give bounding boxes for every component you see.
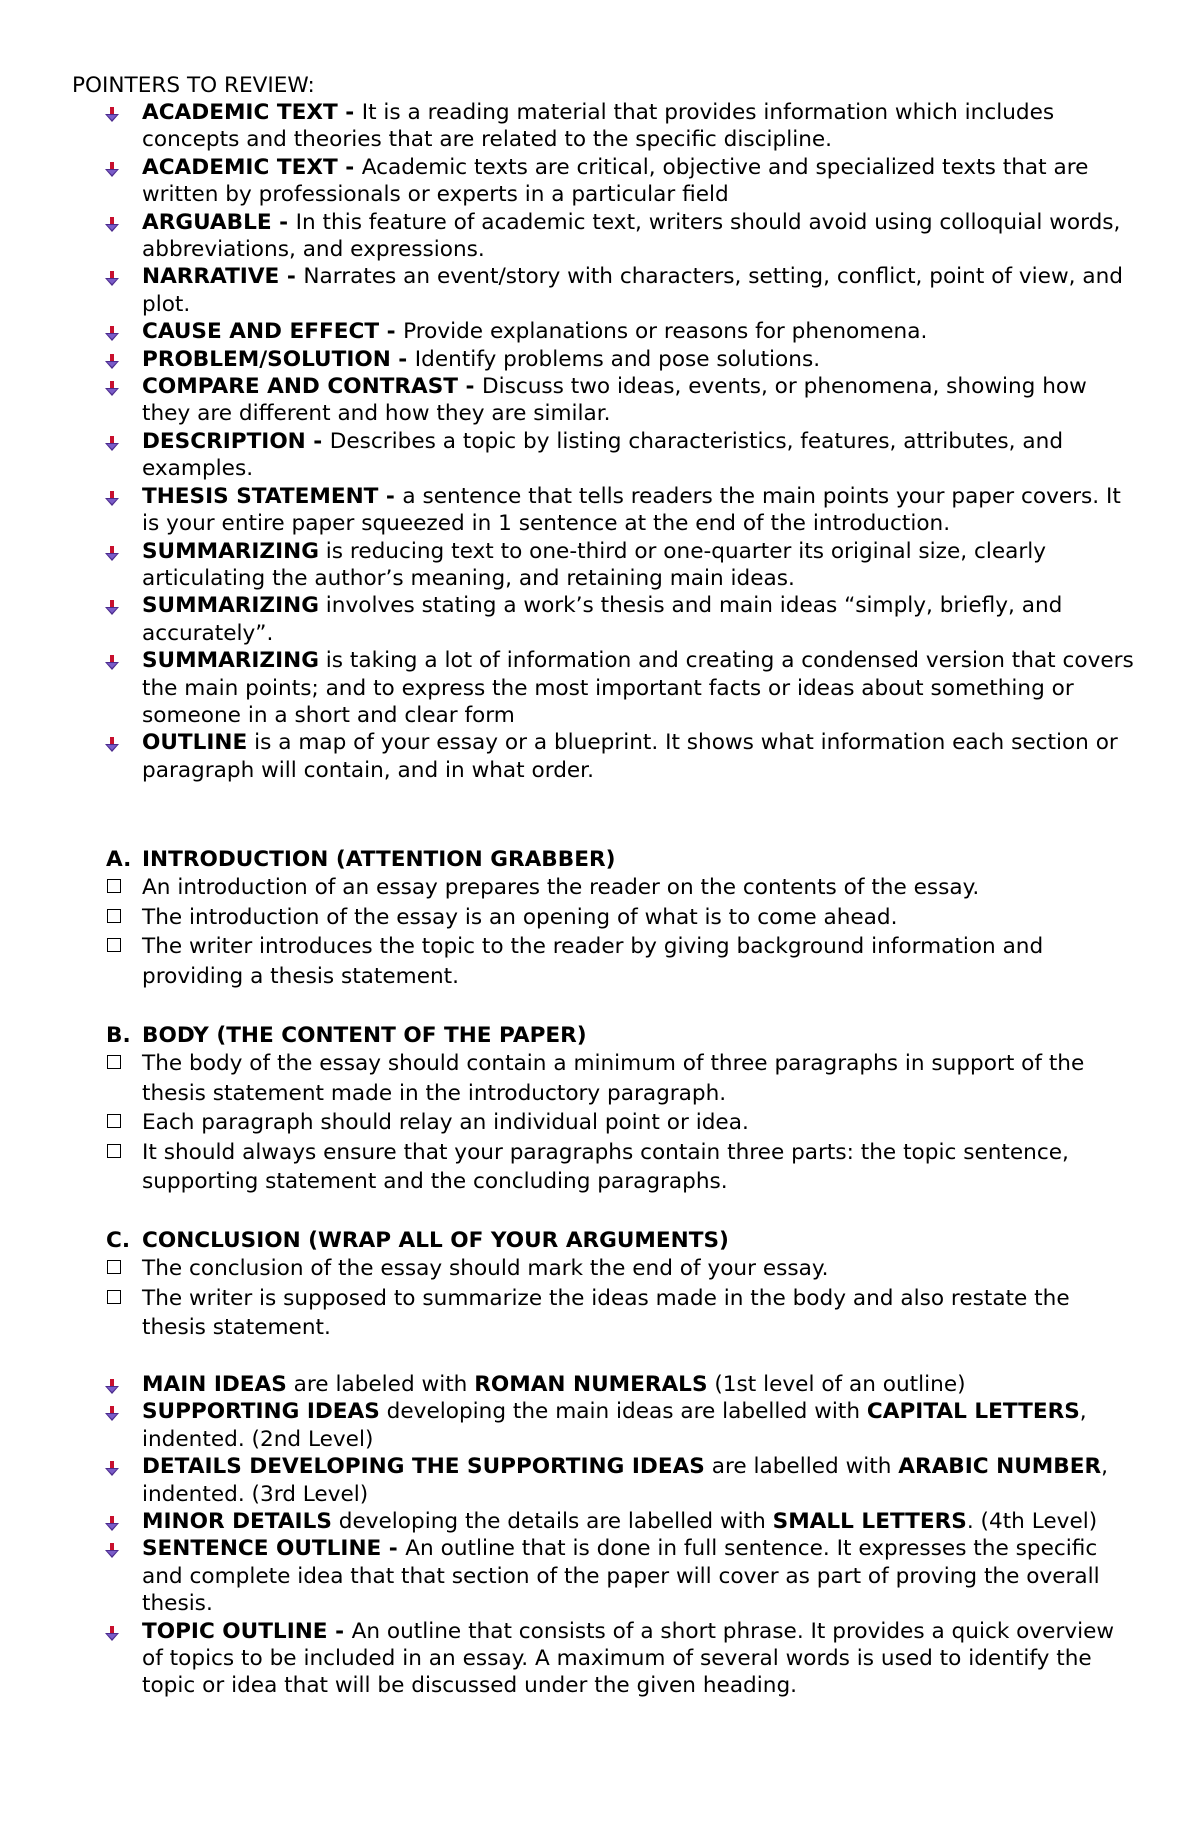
arrow-bullet-icon: [104, 217, 120, 233]
list-item: SENTENCE OUTLINE - An outline that is done in full sentence. It expresses the specific and complete idea that that section of the paper will cover as part of proving the overall thesis.: [0, 1535, 1200, 1617]
arrow-bullet-icon: [104, 326, 120, 342]
arrow-bullet-icon: [104, 655, 120, 671]
list-item: PROBLEM/SOLUTION - Identify problems and pose solutions.: [0, 346, 1200, 373]
arrow-bullet-icon: [104, 107, 120, 123]
section-heading-body: B. BODY (THE CONTENT OF THE PAPER): [106, 1023, 587, 1048]
arrow-bullet-icon: [104, 1461, 120, 1477]
arrow-bullet-icon: [104, 436, 120, 452]
list-item: ACADEMIC TEXT - Academic texts are critical, objective and specialized texts that are written by professionals or experts in a particular field: [0, 154, 1200, 209]
introduction-list: [0, 873, 1200, 991]
list-item: SUMMARIZING involves stating a work’s thesis and main ideas “simply, briefly, and accurately”.: [0, 592, 1200, 647]
checkbox-bullet-icon: [107, 909, 121, 923]
page-title: POINTERS TO REVIEW:: [72, 73, 315, 98]
arrow-bullet-icon: [104, 1379, 120, 1395]
checkbox-bullet-icon: [107, 879, 121, 893]
list-item: TOPIC OUTLINE - An outline that consists of a short phrase. It provides a quick overview of topics to be included in an essay. A maximum of several words is used to identify the topic or idea that will be discussed under the given heading.: [0, 1618, 1200, 1700]
list-item: An introduction of an essay prepares the reader on the contents of the essay.: [0, 873, 1200, 903]
list-item: MAIN IDEAS are labeled with ROMAN NUMERALS (1st level of an outline): [0, 1371, 1200, 1398]
checkbox-bullet-icon: [107, 1290, 121, 1304]
arrow-bullet-icon: [104, 491, 120, 507]
list-item: SUMMARIZING is reducing text to one-third or one-quarter its original size, clearly articulating the author’s meaning, and retaining main ideas.: [0, 538, 1200, 593]
arrow-bullet-icon: [104, 546, 120, 562]
list-item: The body of the essay should contain a minimum of three paragraphs in support of the thesis statement made in the introductory paragraph.: [0, 1049, 1200, 1108]
list-item: NARRATIVE - Narrates an event/story with characters, setting, conflict, point of view, and plot.: [0, 263, 1200, 318]
list-item: DESCRIPTION - Describes a topic by listing characteristics, features, attributes, and examples.: [0, 428, 1200, 483]
list-item: The conclusion of the essay should mark the end of your essay.: [0, 1254, 1200, 1284]
outline-list: [0, 1371, 1200, 1700]
checkbox-bullet-icon: [107, 1055, 121, 1069]
arrow-bullet-icon: [104, 271, 120, 287]
list-item: THESIS STATEMENT - a sentence that tells readers the main points your paper covers. It is your entire paper squeezed in 1 sentence at the end of the introduction.: [0, 483, 1200, 538]
arrow-bullet-icon: [104, 737, 120, 753]
list-item: The writer introduces the topic to the reader by giving background information and providing a thesis statement.: [0, 932, 1200, 991]
list-item: MINOR DETAILS developing the details are labelled with SMALL LETTERS. (4th Level): [0, 1508, 1200, 1535]
checkbox-bullet-icon: [107, 1260, 121, 1274]
checkbox-bullet-icon: [107, 938, 121, 952]
list-item: The introduction of the essay is an opening of what is to come ahead.: [0, 903, 1200, 933]
list-item: SUPPORTING IDEAS developing the main ideas are labelled with CAPITAL LETTERS, indented. (2nd Level): [0, 1398, 1200, 1453]
list-item: COMPARE AND CONTRAST - Discuss two ideas, events, or phenomena, showing how they are different and how they are similar.: [0, 373, 1200, 428]
list-item: It should always ensure that your paragraphs contain three parts: the topic sentence, supporting statement and the concluding paragraphs.: [0, 1138, 1200, 1197]
list-item: DETAILS DEVELOPING THE SUPPORTING IDEAS are labelled with ARABIC NUMBER, indented. (3rd Level): [0, 1453, 1200, 1508]
list-item: The writer is supposed to summarize the ideas made in the body and also restate the thesis statement.: [0, 1284, 1200, 1343]
conclusion-list: [0, 1254, 1200, 1343]
arrow-bullet-icon: [104, 1516, 120, 1532]
arrow-bullet-icon: [104, 1543, 120, 1559]
arrow-bullet-icon: [104, 1406, 120, 1422]
checkbox-bullet-icon: [107, 1114, 121, 1128]
list-item: OUTLINE is a map of your essay or a blueprint. It shows what information each section or paragraph will contain, and in what order.: [0, 729, 1200, 784]
section-heading-introduction: A. INTRODUCTION (ATTENTION GRABBER): [106, 847, 616, 872]
arrow-bullet-icon: [104, 600, 120, 616]
body-list: [0, 1049, 1200, 1197]
arrow-bullet-icon: [104, 162, 120, 178]
list-item: SUMMARIZING is taking a lot of information and creating a condensed version that covers the main points; and to express the most important facts or ideas about something or someone in a short and clear form: [0, 647, 1200, 729]
list-item: ARGUABLE - In this feature of academic text, writers should avoid using colloquial words, abbreviations, and expressions.: [0, 209, 1200, 264]
arrow-bullet-icon: [104, 1626, 120, 1642]
list-item: Each paragraph should relay an individual point or idea.: [0, 1108, 1200, 1138]
checkbox-bullet-icon: [107, 1144, 121, 1158]
list-item: ACADEMIC TEXT - It is a reading material that provides information which includes concepts and theories that are related to the specific discipline.: [0, 99, 1200, 154]
section-heading-conclusion: C. CONCLUSION (WRAP ALL OF YOUR ARGUMENTS): [106, 1228, 729, 1253]
list-item: CAUSE AND EFFECT - Provide explanations or reasons for phenomena.: [0, 318, 1200, 345]
arrow-bullet-icon: [104, 381, 120, 397]
arrow-bullet-icon: [104, 354, 120, 370]
pointers-list: [0, 99, 1200, 784]
